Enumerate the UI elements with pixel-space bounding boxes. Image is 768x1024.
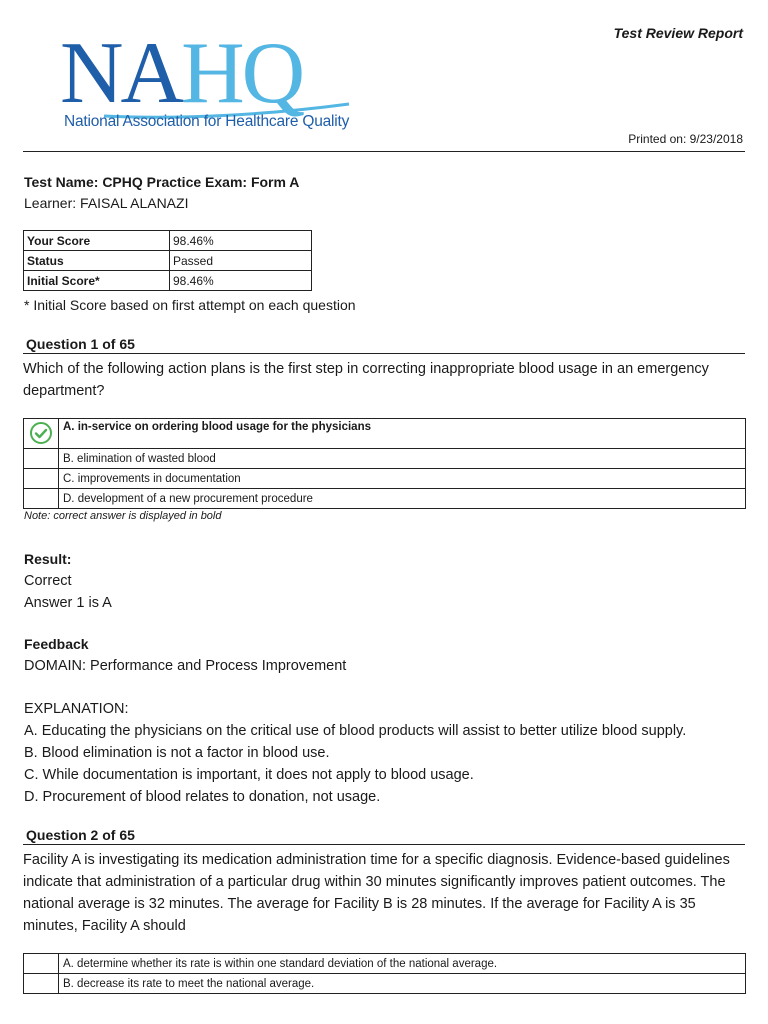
status-label: Status bbox=[24, 251, 170, 271]
test-name: Test Name: CPHQ Practice Exam: Form A bbox=[24, 174, 300, 190]
table-row bbox=[24, 271, 312, 291]
answer-row bbox=[24, 974, 746, 994]
answer-row bbox=[24, 954, 746, 974]
correct-answer-note: Note: correct answer is displayed in bold bbox=[24, 510, 222, 522]
question-2-answers bbox=[23, 953, 746, 994]
table-row bbox=[24, 231, 312, 251]
explanation-line: D. Procurement of blood relates to donation, not usage. bbox=[24, 789, 381, 805]
score-value: 98.46% bbox=[170, 231, 312, 251]
answer-mark-cell bbox=[24, 954, 59, 974]
explanation-line: B. Blood elimination is not a factor in blood use. bbox=[24, 745, 330, 761]
explanation-label: EXPLANATION: bbox=[24, 701, 129, 717]
answer-row bbox=[24, 489, 746, 509]
question-1-answers bbox=[23, 418, 746, 509]
feedback-domain: DOMAIN: Performance and Process Improvement bbox=[24, 658, 347, 674]
nahq-logo bbox=[56, 25, 356, 140]
feedback-label: Feedback bbox=[24, 636, 89, 652]
question-1-heading: Question 1 of 65 bbox=[23, 336, 745, 354]
answer-mark-cell bbox=[24, 469, 59, 489]
status-value: Passed bbox=[170, 251, 312, 271]
report-title: Test Review Report bbox=[613, 25, 743, 41]
logo-subtitle: National Association for Healthcare Quality bbox=[64, 113, 350, 130]
explanation-block bbox=[24, 698, 686, 808]
correct-check-icon bbox=[29, 421, 53, 445]
feedback-block bbox=[24, 633, 346, 677]
answer-row bbox=[24, 469, 746, 489]
answer-option: A. determine whether its rate is within one standard deviation of the national average. bbox=[59, 954, 746, 974]
initial-score-label: Initial Score* bbox=[24, 271, 170, 291]
logo-wordmark: NAHQ bbox=[60, 25, 303, 122]
answer-option: B. elimination of wasted blood bbox=[59, 449, 746, 469]
question-2-heading: Question 2 of 65 bbox=[23, 827, 745, 845]
result-block bbox=[24, 548, 112, 614]
explanation-line: C. While documentation is important, it does not apply to blood usage. bbox=[24, 767, 474, 783]
explanation-line: A. Educating the physicians on the critical use of blood products will assist to better utilize blood supply. bbox=[24, 723, 687, 739]
answer-row-correct bbox=[24, 419, 746, 449]
answer-mark-cell bbox=[24, 449, 59, 469]
answer-mark-cell bbox=[24, 419, 59, 449]
score-label: Your Score bbox=[24, 231, 170, 251]
printed-date: Printed on: 9/23/2018 bbox=[628, 132, 743, 146]
answer-option: B. decrease its rate to meet the national average. bbox=[59, 974, 746, 994]
learner-name: Learner: FAISAL ALANAZI bbox=[24, 195, 189, 211]
answer-mark-cell bbox=[24, 974, 59, 994]
question-1-text: Which of the following action plans is the first step in correcting inappropriate blood usage in an emergency department? bbox=[23, 361, 709, 399]
header-divider bbox=[23, 151, 745, 152]
initial-score-note: * Initial Score based on first attempt on each question bbox=[24, 297, 356, 313]
answer-row bbox=[24, 449, 746, 469]
result-label: Result: bbox=[24, 551, 72, 567]
answer-option: C. improvements in documentation bbox=[59, 469, 746, 489]
answer-option: D. development of a new procurement procedure bbox=[59, 489, 746, 509]
table-row bbox=[24, 251, 312, 271]
score-table bbox=[23, 230, 312, 291]
result-value: Correct bbox=[24, 573, 72, 589]
initial-score-value: 98.46% bbox=[170, 271, 312, 291]
answer-mark-cell bbox=[24, 489, 59, 509]
question-2-text: Facility A is investigating its medication administration time for a specific diagnosis. Evidence-based guidelines indicate that administration of a particular drug within 30 minutes significantly improves patient outcomes. The national average is 32 minutes. The average for Facility B is 28 minutes. If the average for Facility A is 35 minutes, Facility A should bbox=[23, 852, 730, 934]
answer-option: A. in-service on ordering blood usage for the physicians bbox=[59, 419, 746, 449]
answer-line: Answer 1 is A bbox=[24, 595, 112, 611]
